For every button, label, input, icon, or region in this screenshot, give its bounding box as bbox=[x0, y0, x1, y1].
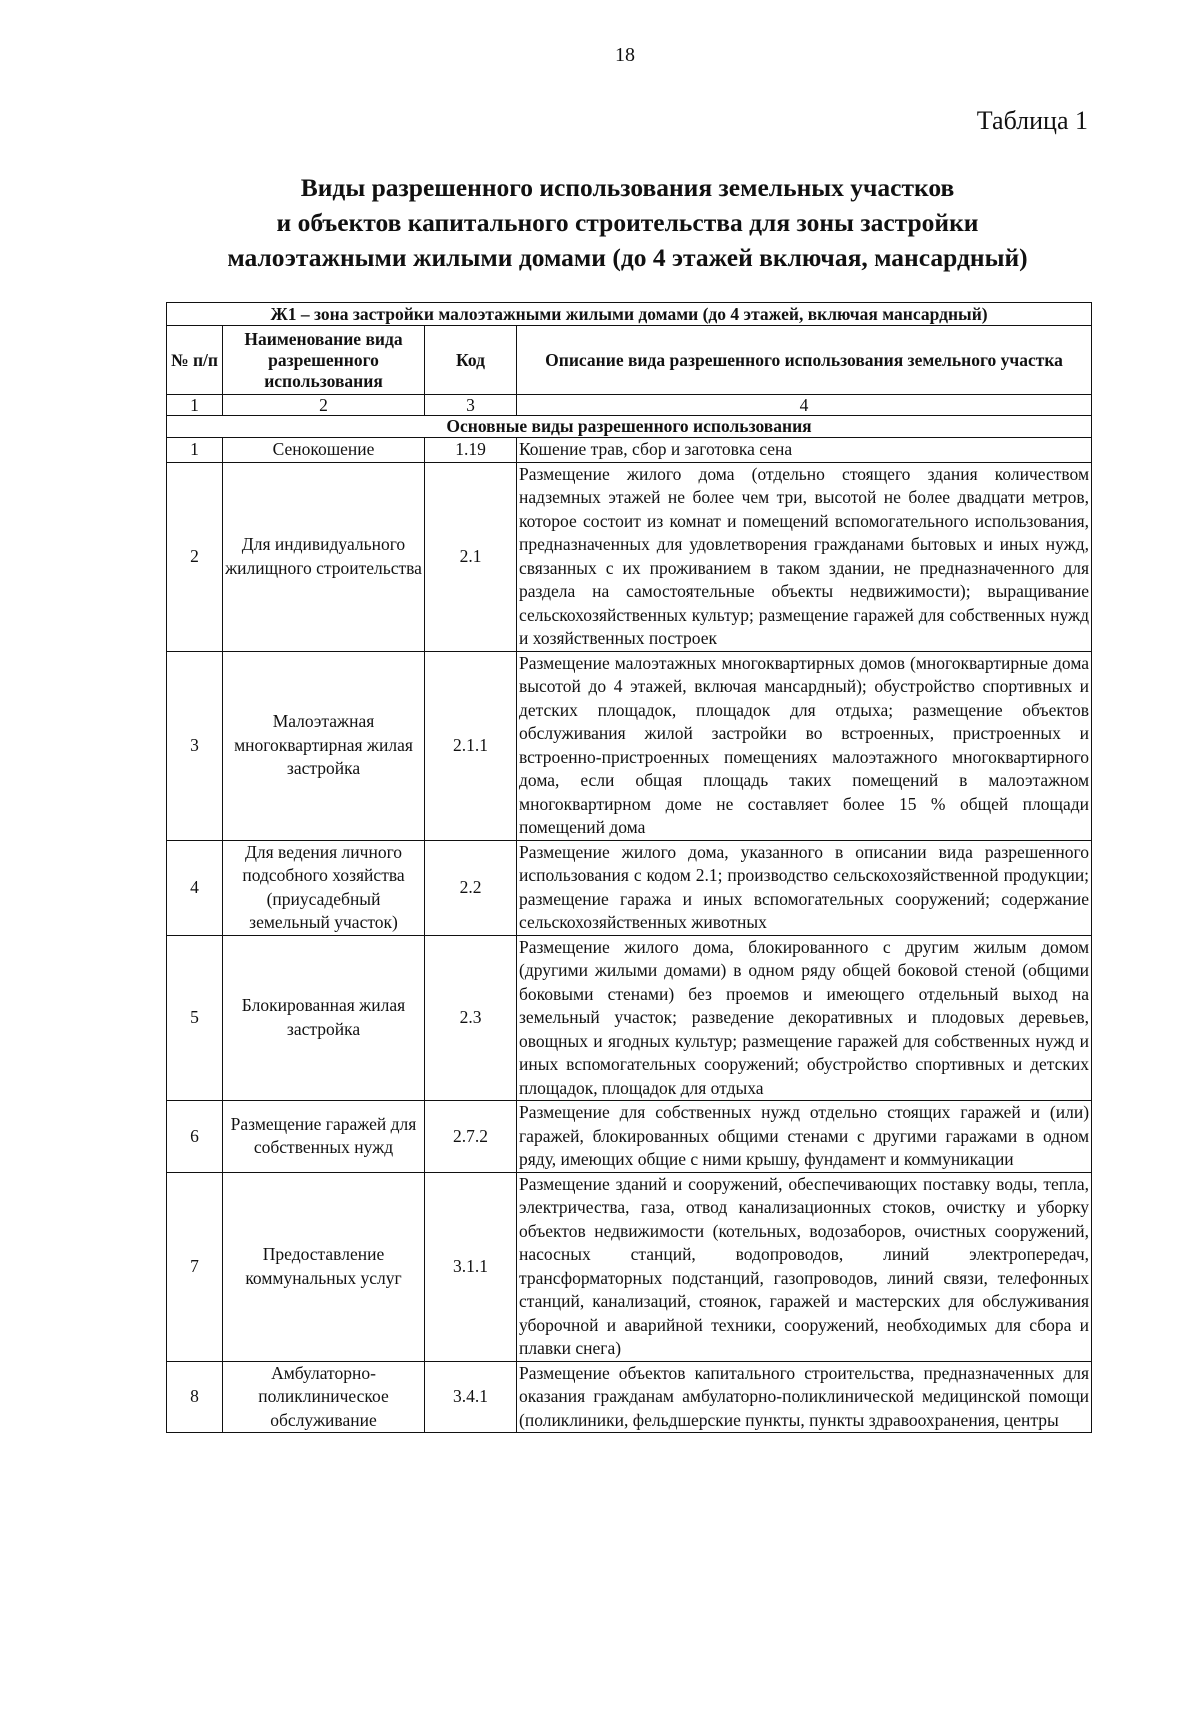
use-name: Предоставление коммунальных услуг bbox=[223, 1172, 425, 1361]
row-number: 7 bbox=[167, 1172, 223, 1361]
table-row bbox=[167, 935, 1092, 1101]
use-code: 2.1.1 bbox=[425, 651, 517, 840]
header-code: Код bbox=[425, 326, 517, 395]
table-row bbox=[167, 1361, 1092, 1433]
use-description: Размещение малоэтажных многоквартирных домов (многоквартирные дома высотой до 4 этажей, включая мансардный); обустройство спортивных и детских площадок, площадок для отдыха; размещение объектов обслуживания жилой застройки во встроенных, пристроенных и встроенно-пристроенных помещениях малоэтажного многоквартирного дома, если общая площадь таких помещений в малоэтажном многоквартирном доме не составляет более 15 % общей площади помещений дома bbox=[517, 651, 1092, 840]
use-description: Размещение зданий и сооружений, обеспечивающих поставку воды, тепла, электричества, газа, отвод канализационных стоков, очистку и уборку объектов недвижимости (котельных, водозаборов, очистных сооружений, насосных станций, водопроводов, линий электропередач, трансформаторных подстанций, газопроводов, линий связи, телефонных станций, канализаций, стоянок, гаражей и мастерских для обслуживания уборочной и аварийной техники, сооружений, необходимых для сбора и плавки снега) bbox=[517, 1172, 1092, 1361]
page-number: 18 bbox=[615, 44, 635, 66]
table-label: Таблица 1 bbox=[976, 106, 1088, 135]
header-name: Наименование вида разрешенного использования bbox=[223, 326, 425, 395]
row-number: 4 bbox=[167, 840, 223, 935]
use-description: Размещение жилого дома, блокированного с другим жилым домом (другими жилыми домами) в одном ряду общей боковой стеной (общими боковыми стенами) без проемов и имеющего отдельный выход на земельный участок; разведение декоративных и плодовых деревьев, овощных и ягодных культур; размещение гаражей для собственных нужд и иных вспомогательных сооружений; обустройство спортивных и детских площадок, площадок для отдыха bbox=[517, 935, 1092, 1101]
title-line-2: и объектов капитального строительства для зоны застройки bbox=[276, 208, 979, 237]
table-row bbox=[167, 840, 1092, 935]
table-row bbox=[167, 1172, 1092, 1361]
use-name: Малоэтажная многоквартирная жилая застройка bbox=[223, 651, 425, 840]
use-code: 2.7.2 bbox=[425, 1101, 517, 1173]
use-code: 2.1 bbox=[425, 462, 517, 651]
use-description: Кошение трав, сбор и заготовка сена bbox=[517, 438, 1092, 463]
use-description: Размещение для собственных нужд отдельно стоящих гаражей и (или) гаражей, блокированных общими стенами с другими гаражами в одном ряду, имеющих общие с ними крышу, фундамент и коммуникации bbox=[517, 1101, 1092, 1173]
use-code: 3.4.1 bbox=[425, 1361, 517, 1433]
table-row bbox=[167, 651, 1092, 840]
use-description: Размещение жилого дома (отдельно стоящего здания количеством надземных этажей не более чем три, высотой не более двадцати метров, которое состоит из комнат и помещений вспомогательного использования, предназначенных для удовлетворения гражданами бытовых и иных нужд, связанных с их проживанием в таком здании, не предназначенного для раздела на самостоятельные объекты недвижимости); выращивание сельскохозяйственных культур; размещение гаражей для собственных нужд и хозяйственных построек bbox=[517, 462, 1092, 651]
use-name: Для ведения личного подсобного хозяйства (приусадебный земельный участок) bbox=[223, 840, 425, 935]
document-title bbox=[150, 170, 1105, 275]
use-name: Блокированная жилая застройка bbox=[223, 935, 425, 1101]
use-description: Размещение объектов капитального строительства, предназначенных для оказания гражданам амбулаторно-поликлинической медицинской помощи (поликлиники, фельдшерские пункты, пункты здравоохранения, центры bbox=[517, 1361, 1092, 1433]
column-number: 1 bbox=[167, 395, 223, 416]
use-code: 2.3 bbox=[425, 935, 517, 1101]
header-row bbox=[167, 326, 1092, 395]
use-code: 2.2 bbox=[425, 840, 517, 935]
land-use-table bbox=[166, 302, 1092, 1433]
row-number: 2 bbox=[167, 462, 223, 651]
row-number: 3 bbox=[167, 651, 223, 840]
title-line-1: Виды разрешенного использования земельных участков bbox=[300, 173, 955, 202]
zone-title-row bbox=[167, 303, 1092, 326]
title-line-3: малоэтажными жилыми домами (до 4 этажей включая, мансардный) bbox=[227, 243, 1028, 272]
use-name: Сенокошение bbox=[223, 438, 425, 463]
table-row bbox=[167, 438, 1092, 463]
row-number: 1 bbox=[167, 438, 223, 463]
column-number: 2 bbox=[223, 395, 425, 416]
zone-title: Ж1 – зона застройки малоэтажными жилыми домами (до 4 этажей, включая мансардный) bbox=[167, 303, 1092, 326]
column-number: 3 bbox=[425, 395, 517, 416]
use-name: Размещение гаражей для собственных нужд bbox=[223, 1101, 425, 1173]
use-name: Для индивидуального жилищного строительства bbox=[223, 462, 425, 651]
use-name: Амбулаторно-поликлиническое обслуживание bbox=[223, 1361, 425, 1433]
use-code: 1.19 bbox=[425, 438, 517, 463]
row-number: 5 bbox=[167, 935, 223, 1101]
header-description: Описание вида разрешенного использования земельного участка bbox=[517, 326, 1092, 395]
column-number-row bbox=[167, 395, 1092, 416]
section-row bbox=[167, 416, 1092, 438]
use-description: Размещение жилого дома, указанного в описании вида разрешенного использования с кодом 2.1; производство сельскохозяйственной продукции; размещение гаража и иных вспомогательных сооружений; содержание сельскохозяйственных животных bbox=[517, 840, 1092, 935]
row-number: 8 bbox=[167, 1361, 223, 1433]
section-title: Основные виды разрешенного использования bbox=[167, 416, 1092, 438]
header-no: № п/п bbox=[167, 326, 223, 395]
table-row bbox=[167, 1101, 1092, 1173]
row-number: 6 bbox=[167, 1101, 223, 1173]
use-code: 3.1.1 bbox=[425, 1172, 517, 1361]
column-number: 4 bbox=[517, 395, 1092, 416]
table-row bbox=[167, 462, 1092, 651]
